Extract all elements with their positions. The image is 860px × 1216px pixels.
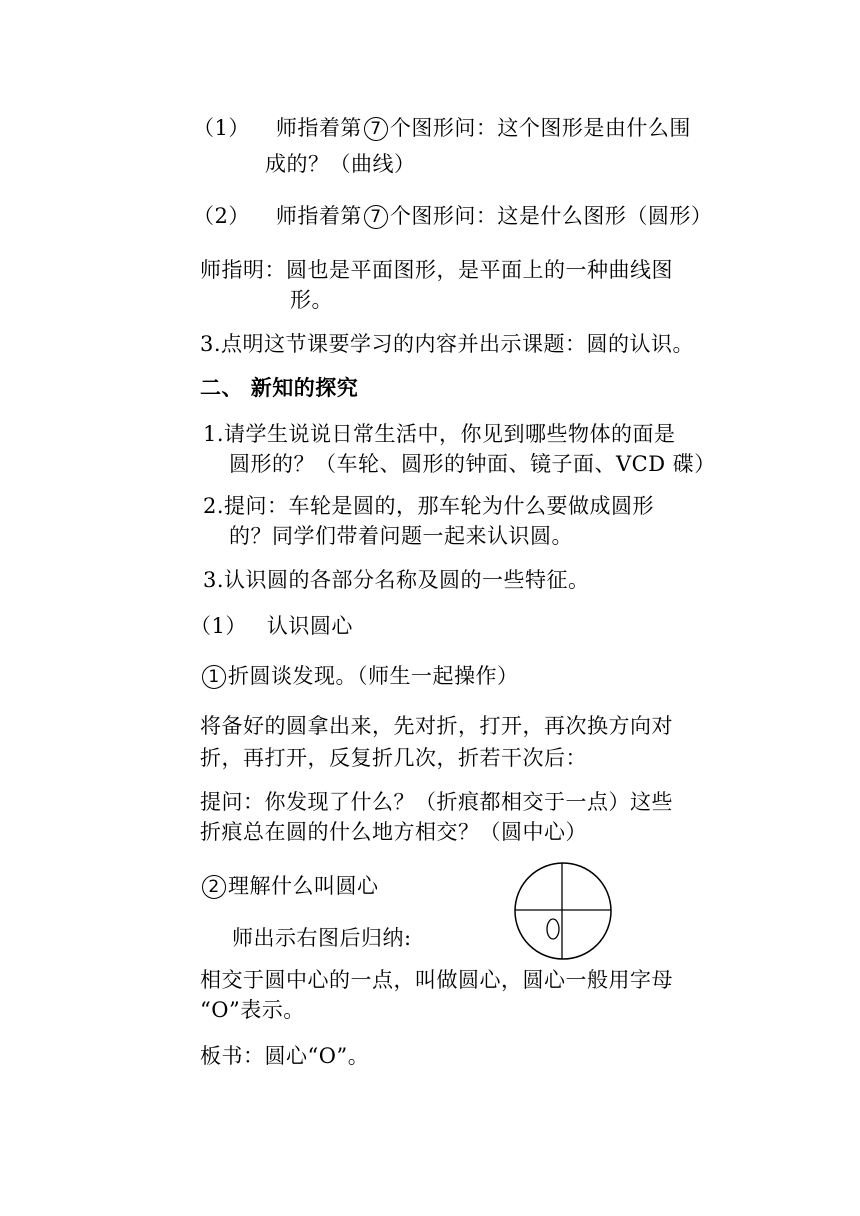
q2-pre: 师指着第 (275, 204, 362, 228)
circled-number-2: 2 (202, 875, 226, 899)
circled-number-7: 7 (364, 205, 388, 229)
note-line-1: 师指明：圆也是平面图形，是平面上的一种曲线图 (200, 258, 673, 282)
q2-enum: （2） (193, 204, 250, 228)
q1-line (193, 114, 691, 142)
step2-text: 理解什么叫圆心 (228, 874, 379, 898)
note-line-2: 形。 (290, 288, 333, 312)
board-line: 板书：圆心“O”。 (200, 1044, 370, 1068)
q1-continuation: 成的？（曲线） (265, 152, 416, 176)
circled-number-7: 7 (364, 117, 388, 141)
q2-post: 个图形问：这是什么图形（圆形） (389, 204, 713, 228)
show-line: 师出示右图后归纳: (232, 926, 412, 950)
def-line-2: “O”表示。 (200, 998, 305, 1022)
step2-line (202, 872, 379, 900)
step1-text: 折圆谈发现。（师生一起操作） (228, 664, 519, 688)
circled-number-1: 1 (202, 665, 226, 689)
s2-line-1: 2.提问：车轮是圆的，那车轮为什么要做成圆形 (203, 494, 655, 518)
q2-line (193, 202, 712, 230)
s3-line: 3.认识圆的各部分名称及圆的一些特征。 (203, 568, 590, 592)
ask-line-2: 折痕总在圆的什么地方相交？（圆中心） (200, 820, 587, 844)
fold-line-2: 折，再打开，反复折几次，折若干次后： (200, 746, 587, 770)
sub1-enum: （1） (190, 614, 247, 638)
section-heading: 二、 新知的探究 (200, 375, 359, 400)
center-o-mark (547, 919, 559, 939)
fold-line-1: 将备好的圆拿出来，先对折，打开，再次换方向对 (200, 714, 673, 738)
step1-line (202, 662, 519, 690)
s2-line-2: 的？同学们带着问题一起来认识圆。 (229, 524, 573, 548)
ask-line-1: 提问：你发现了什么？（折痕都相交于一点）这些 (200, 790, 673, 814)
sub1-text: 认识圆心 (266, 614, 353, 638)
q1-enum: （1） (193, 116, 250, 140)
sub1-line (190, 612, 353, 640)
circle-figure (512, 860, 614, 962)
q1-pre: 师指着第 (275, 116, 362, 140)
s1-line-2: 圆形的？（车轮、圆形的钟面、镜子面、VCD 碟） (229, 452, 716, 476)
circle-outline (515, 863, 611, 959)
s1-line-1: 1.请学生说说日常生活中，你见到哪些物体的面是 (203, 422, 676, 446)
paragraph-3: 3.点明这节课要学习的内容并出示课题：圆的认识。 (200, 332, 695, 356)
q1-post: 个图形问：这个图形是由什么围 (389, 116, 691, 140)
def-line-1: 相交于圆中心的一点，叫做圆心，圆心一般用字母 (200, 968, 673, 992)
